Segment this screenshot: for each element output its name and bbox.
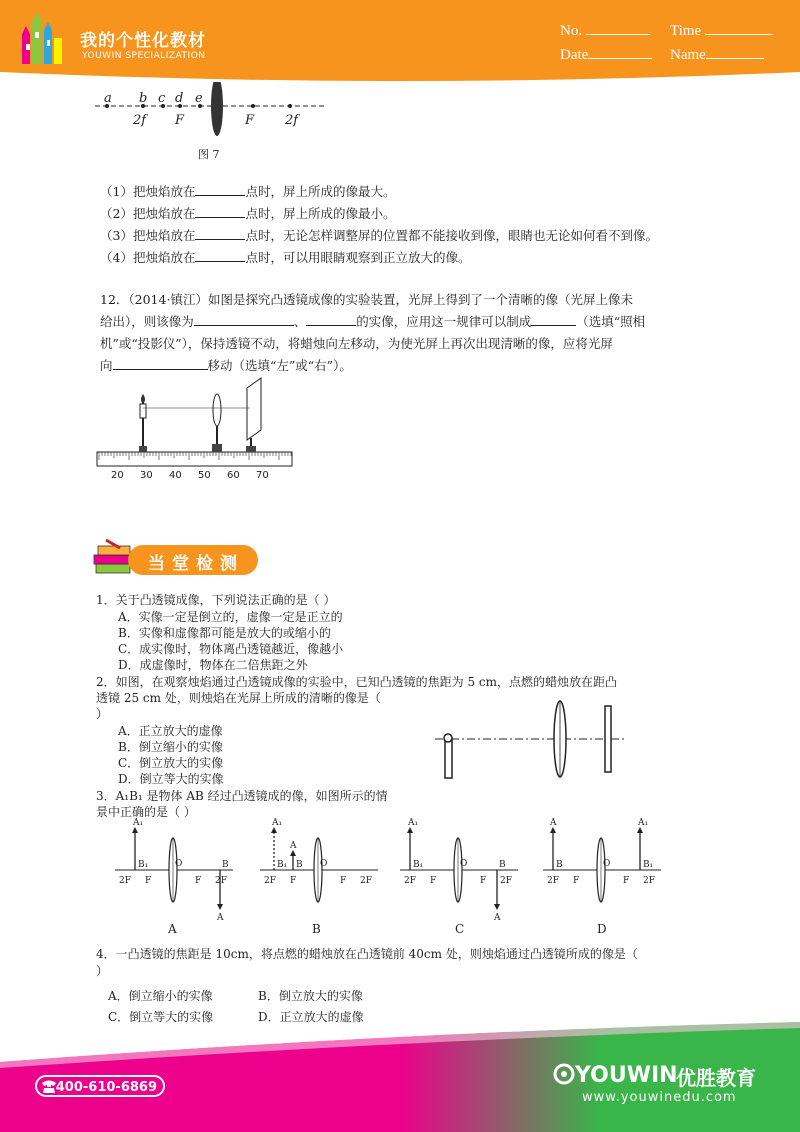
label-a: A [290, 841, 297, 851]
q3-panel-a [115, 818, 233, 923]
label-o: O [460, 859, 468, 869]
ruler-tick-label: 60 [227, 470, 240, 481]
prev-item-2: （2）把烛焰放在 点时，屏上所成的像最小。 [100, 206, 396, 221]
label-f: F [290, 876, 297, 886]
prev-item-4: （4）把烛焰放在 点时，可以用眼睛观察到正立放大的像。 [100, 250, 471, 265]
label-f: F [430, 876, 437, 886]
q3-diagrams [115, 815, 675, 940]
label-b: B [499, 860, 506, 870]
label-a1: A₁ [272, 818, 283, 828]
label-f: F [480, 876, 487, 886]
prev-item-3: （3）把烛焰放在 点时，无论怎样调整屏的位置都不能接收到像，眼睛也无论如何看不到像。 [100, 228, 658, 243]
q12-line1: 12．（2014·镇江）如图是探究凸透镜成像的实验装置，光屏上得到了一个清晰的像（光屏上像未 [100, 292, 633, 307]
q12-apparatus-diagram [95, 370, 300, 485]
label-a1: A₁ [408, 818, 419, 828]
label-o: O [603, 859, 611, 869]
q2-line3: ） [96, 707, 109, 721]
label-b1: B₁ [138, 860, 149, 870]
answer-blank[interactable] [113, 357, 208, 370]
q2-option-a[interactable]: A．正立放大的虚像 [118, 724, 223, 738]
label-2f: 2F [264, 876, 276, 886]
point-b: b [139, 91, 148, 106]
q3-choice-b[interactable]: B [312, 922, 321, 936]
phone-number[interactable]: 400-610-6869 [35, 1075, 165, 1097]
q12-line4: 向 移动（选填“左”或“右”）。 [100, 358, 352, 373]
ruler-tick-label: 70 [256, 470, 269, 481]
q12-line3: 机”或“投影仪”），保持透镜不动，将蜡烛向左移动，为使光屏上再次出现清晰的像，应将光屏 [100, 336, 613, 351]
label-f: F [623, 876, 630, 886]
label-a1: A₁ [638, 818, 649, 828]
q4-line2: ） [96, 964, 109, 978]
youwin-swirl-icon [552, 1062, 576, 1086]
figure7-diagram [95, 82, 335, 142]
point-c: c [158, 91, 166, 106]
point-a: a [104, 91, 112, 106]
q3-line1: 3．A₁B₁ 是物体 AB 经过凸透镜成的像，如图所示的情 [96, 789, 388, 803]
q3-choice-c[interactable]: C [455, 922, 465, 936]
point-e: e [195, 91, 203, 106]
ruler-tick-label: 20 [111, 470, 124, 481]
answer-blank[interactable] [194, 313, 294, 326]
label-a: A [550, 818, 557, 828]
q2-line1: 2．如图，在观察烛焰通过凸透镜成像的实验中，已知凸透镜的焦距为 5 cm，点燃的蜡烛放在距凸 [96, 675, 618, 689]
ruler-tick-label: 40 [169, 470, 182, 481]
q4-line1: 4．一凸透镜的焦距是 10cm，将点燃的蜡烛放在凸透镜前 40cm 处，则烛焰通过凸透镜所成的像是（ [96, 947, 638, 961]
label-b: B [556, 860, 563, 870]
label-2f: 2F [215, 876, 227, 886]
ruler-tick-label: 50 [198, 470, 211, 481]
q4-option-a[interactable]: A．倒立缩小的实像 [108, 989, 213, 1003]
q4-option-c[interactable]: C．倒立等大的实像 [108, 1010, 214, 1024]
label-f: F [195, 876, 202, 886]
q3-line2: 景中正确的是（ ） [96, 805, 196, 819]
point-d: d [175, 91, 184, 106]
q2-option-d[interactable]: D．倒立等大的实像 [118, 772, 224, 786]
label-f: F [573, 876, 580, 886]
answer-blank[interactable] [195, 205, 245, 218]
q1-option-d[interactable]: D．成虚像时，物体在二倍焦距之外 [118, 658, 308, 672]
q12-line2: 给出），则该像为 、 的实像，应用这一规律可以制成 （选填“照相 [100, 314, 646, 329]
label-2f-left: 2f [133, 113, 147, 128]
answer-blank[interactable] [195, 183, 245, 196]
label-a1: A₁ [133, 818, 144, 828]
label-a: A [217, 913, 224, 923]
q1-option-a[interactable]: A．实像一定是倒立的，虚像一定是正立的 [118, 610, 343, 624]
ruler-tick-label: 30 [140, 470, 153, 481]
time-field[interactable]: Time [670, 22, 773, 40]
label-b: B [222, 860, 229, 870]
label-o: O [175, 859, 183, 869]
answer-blank[interactable] [306, 313, 356, 326]
label-2f: 2F [360, 876, 372, 886]
label-2f: 2F [643, 876, 655, 886]
label-f-left: F [175, 113, 185, 128]
prev-item-1: （1）把烛焰放在 点时，屏上所成的像最大。 [100, 184, 396, 199]
q2-option-b[interactable]: B．倒立缩小的实像 [118, 740, 223, 754]
answer-blank[interactable] [195, 227, 245, 240]
logo-icon [22, 12, 62, 64]
q3-panel-d [543, 818, 661, 902]
q4-option-b[interactable]: B．倒立放大的实像 [258, 989, 363, 1003]
section-title: 当堂检测 [148, 554, 244, 574]
q1-option-b[interactable]: B．实像和虚像都可能是放大的或缩小的 [118, 626, 331, 640]
website-url[interactable]: www.youwinedu.com [582, 1090, 737, 1105]
label-2f: 2F [404, 876, 416, 886]
label-2f-right: 2f [285, 113, 299, 128]
q2-diagram [435, 698, 630, 783]
label-f-right: F [245, 113, 255, 128]
answer-blank[interactable] [195, 249, 245, 262]
youwin-cn-logo: 优胜教育 [676, 1066, 756, 1090]
label-b1: B₁ [277, 860, 288, 870]
label-2f: 2F [547, 876, 559, 886]
brand-subtitle: YOUWIN SPECIALIZATION [82, 51, 206, 61]
q3-choice-a[interactable]: A [168, 922, 177, 936]
figure7-caption: 图 7 [198, 148, 220, 161]
q3-choice-d[interactable]: D [597, 922, 607, 936]
name-field[interactable]: Name [670, 46, 764, 64]
label-f: F [145, 876, 152, 886]
arrow-head [217, 904, 223, 910]
label-b1: B₁ [413, 860, 424, 870]
label-f: F [340, 876, 347, 886]
label-b1: B₁ [643, 860, 654, 870]
label-b: B [296, 860, 303, 870]
q1-option-c[interactable]: C．成实像时，物体离凸透镜越近，像越小 [118, 642, 344, 656]
q2-option-c[interactable]: C．倒立放大的实像 [118, 756, 224, 770]
no-field[interactable]: No. [560, 22, 650, 40]
q4-option-d[interactable]: D．正立放大的虚像 [258, 1010, 364, 1024]
label-2f: 2F [119, 876, 131, 886]
label-a: A [494, 913, 501, 923]
label-o: O [320, 859, 328, 869]
q3-panel-b [260, 818, 378, 902]
phone-icon [40, 1078, 58, 1094]
arrow-head [494, 904, 500, 910]
q3-panel-c [400, 818, 518, 923]
date-field[interactable]: Date [560, 46, 652, 64]
label-2f: 2F [500, 876, 512, 886]
q1-stem: 1．关于凸透镜成像，下列说法正确的是（ ） [96, 593, 336, 607]
q2-line2: 透镜 25 cm 处，则烛焰在光屏上所成的清晰的像是（ [96, 691, 381, 705]
youwin-logo: YOUWIN [575, 1063, 678, 1088]
answer-blank[interactable] [531, 313, 576, 326]
brand-title: 我的个性化教材 [80, 31, 206, 51]
